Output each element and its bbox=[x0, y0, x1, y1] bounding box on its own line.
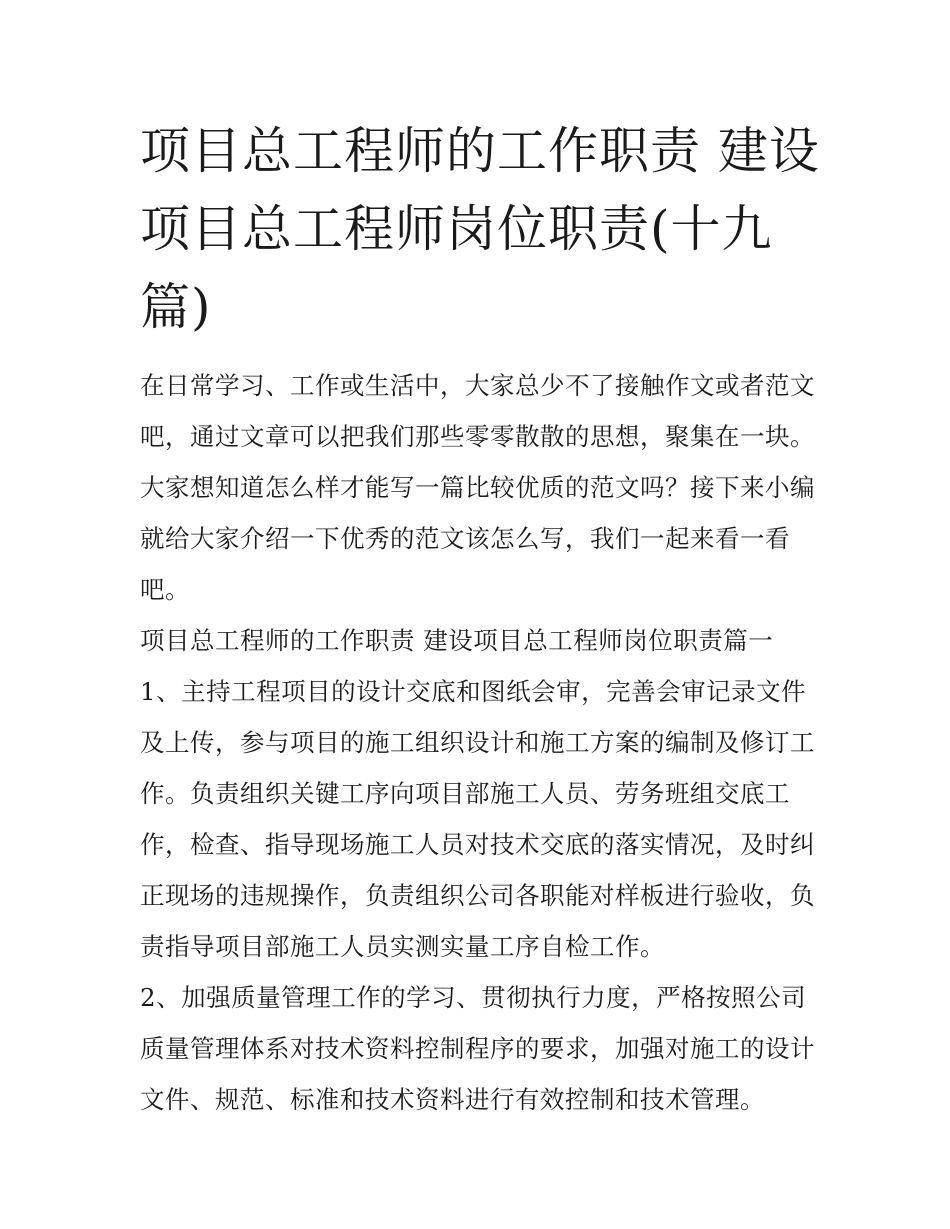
duty-item-2: 2、加强质量管理工作的学习、贯彻执行力度，严格按照公司质量管理体系对技术资料控制程序的要求，加强对施工的设计文件、规范、标准和技术资料进行有效控制和技术管理。 bbox=[140, 983, 815, 1114]
document-page bbox=[140, 112, 820, 1125]
document-title: 项目总工程师的工作职责 建设项目总工程师岗位职责(十九篇) bbox=[140, 122, 820, 336]
intro-paragraph: 在日常学习、工作或生活中，大家总少不了接触作文或者范文吧，通过文章可以把我们那些零零散散的思想，聚集在一块。大家想知道怎么样才能写一篇比较优质的范文吗？接下来小编就给大家介绍一下优秀的范文该怎么写，我们一起来看一看吧。 bbox=[140, 371, 815, 604]
duty-item-1: 1、主持工程项目的设计交底和图纸会审，完善会审记录文件及上传，参与项目的施工组织设计和施工方案的编制及修订工作。负责组织关键工序向项目部施工人员、劳务班组交底工作，检查、指导现场施工人员对技术交底的落实情况，及时纠正现场的违规操作，负责组织公司各职能对样板进行验收，负责指导项目部施工人员实测实量工序自检工作。 bbox=[140, 677, 815, 961]
section-heading: 项目总工程师的工作职责 建设项目总工程师岗位职责篇一 bbox=[140, 626, 774, 655]
